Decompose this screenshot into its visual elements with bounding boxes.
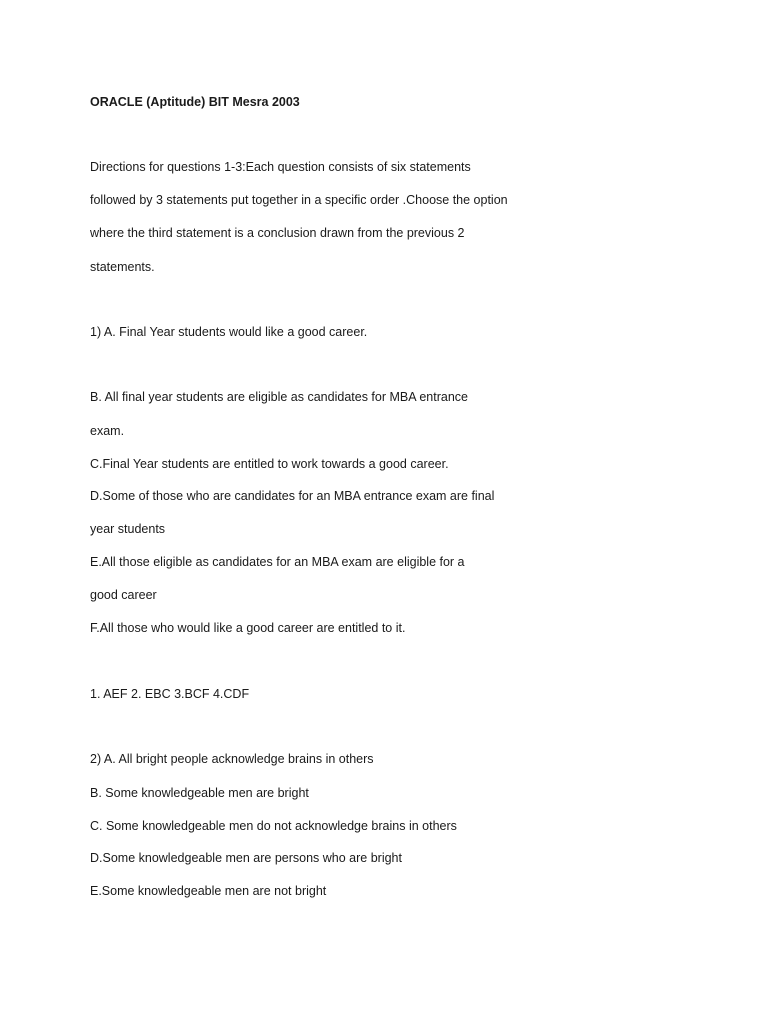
q1-statement-a: 1) A. Final Year students would like a good career. (90, 325, 368, 339)
q1-statement-d-line-2: year students (90, 522, 166, 536)
directions-line-4: statements. (90, 260, 155, 274)
directions-line-2: followed by 3 statements put together in a specific order .Choose the option (90, 193, 508, 207)
directions-line-1: Directions for questions 1-3:Each question consists of six statements (90, 160, 471, 174)
q2-statement-c: C. Some knowledgeable men do not acknowledge brains in others (90, 819, 457, 833)
q1-statement-d-line-1: D.Some of those who are candidates for an MBA entrance exam are final (90, 489, 495, 503)
q2-statement-a: 2) A. All bright people acknowledge brains in others (90, 752, 374, 766)
q2-statement-b: B. Some knowledgeable men are bright (90, 786, 309, 800)
q1-statement-b-line-1: B. All final year students are eligible as candidates for MBA entrance (90, 390, 468, 404)
q1-statement-e-line-1: E.All those eligible as candidates for an MBA exam are eligible for a (90, 555, 465, 569)
q1-options: 1. AEF 2. EBC 3.BCF 4.CDF (90, 687, 250, 701)
q1-statement-c: C.Final Year students are entitled to work towards a good career. (90, 457, 449, 471)
directions-line-3: where the third statement is a conclusion drawn from the previous 2 (90, 226, 465, 240)
q1-statement-f: F.All those who would like a good career are entitled to it. (90, 621, 406, 635)
document-title: ORACLE (Aptitude) BIT Mesra 2003 (90, 95, 300, 109)
q2-statement-d: D.Some knowledgeable men are persons who are bright (90, 851, 402, 865)
q2-statement-e: E.Some knowledgeable men are not bright (90, 884, 327, 898)
q1-statement-e-line-2: good career (90, 588, 157, 602)
q1-statement-b-line-2: exam. (90, 424, 125, 438)
